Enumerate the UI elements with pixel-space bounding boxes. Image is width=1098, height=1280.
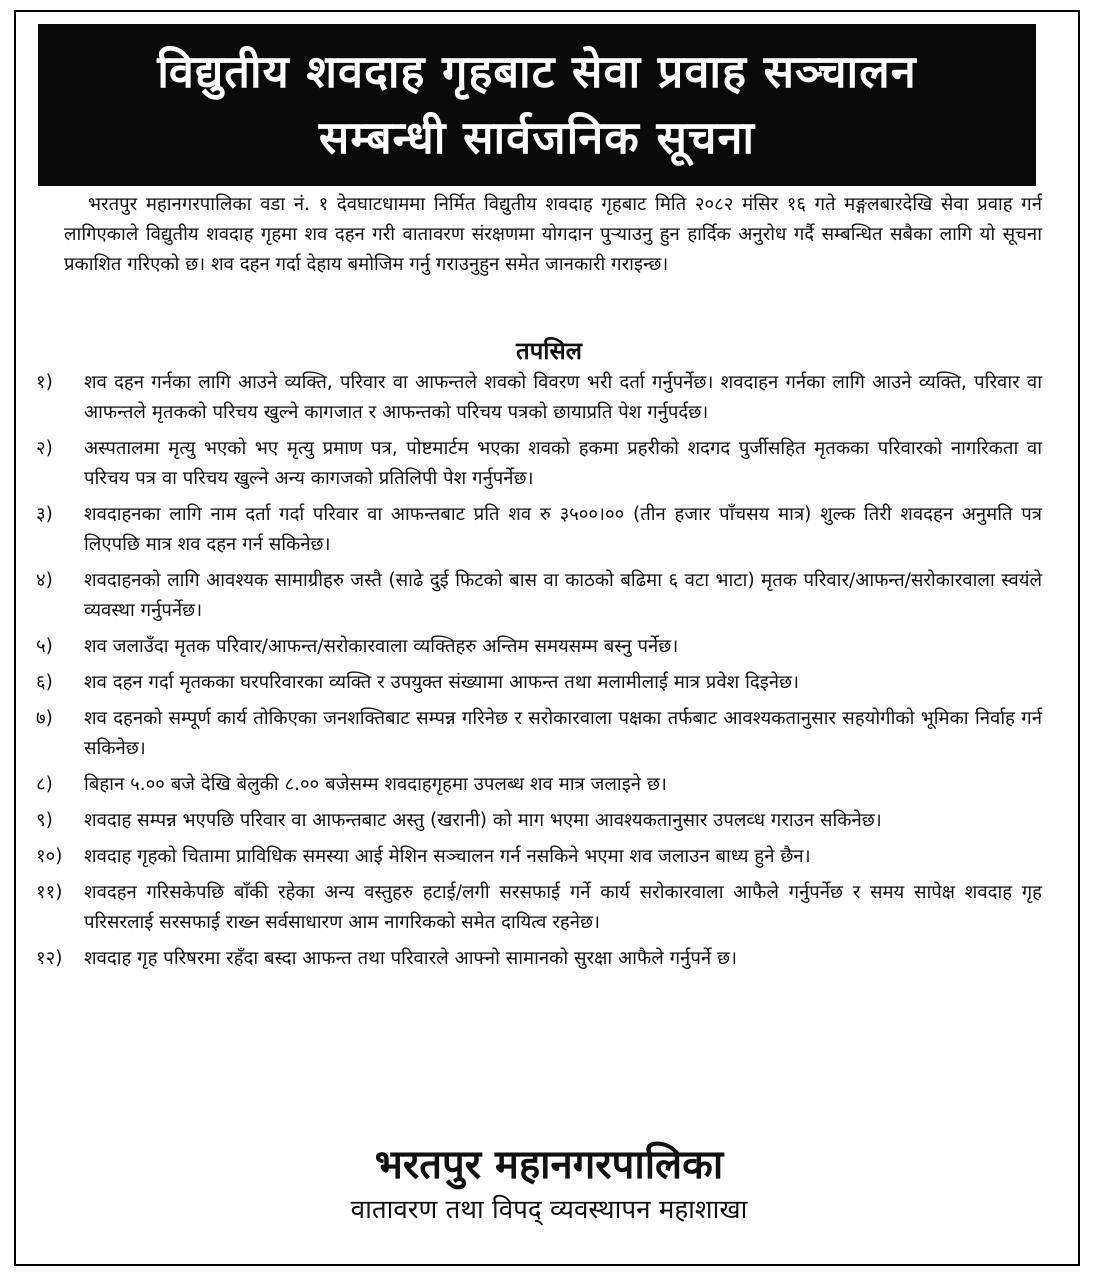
- title-line-2: सम्बन्धी सार्वजनिक सूचना: [318, 111, 756, 164]
- organization-name: भरतपुर महानगरपालिका: [374, 1142, 724, 1188]
- rule-number: ४): [36, 570, 53, 591]
- rule-text: शवदाह गृह परिषरमा रहँदा बस्दा आफन्त तथा परिवारले आफ्नो सामानको सुरक्षा आफैले गर्नुपर्ने छ।: [84, 948, 737, 969]
- rule-item: [36, 500, 1042, 560]
- rule-number: १०): [36, 846, 63, 867]
- rule-text: शव दहन गर्दा मृतकका घरपरिवारका व्यक्ति र उपयुक्त संख्यामा आफन्त तथा मलामीलाई मात्र प्रवेश दिइनेछ।: [84, 672, 800, 693]
- intro-paragraph: भरतपुर महानगरपालिका वडा नं. १ देवघाटधाममा निर्मित विद्युतीय शवदाह गृहबाट मिति २०८२ मंसिर १६ गते मङ्गलबारदेखि सेवा प्रवाह गर्न लागिएकाले विद्युतीय शवदाह गृहमा शव दहन गरी वातावरण संरक्षणमा योगदान पुऱ्याउनु हुन हार्दिक अनुरोध गर्दै सम्बन्धित सबैका लागि यो सूचना प्रकाशित गरिएको छ। शव दहन गर्दा देहाय बमोजिम गर्नु गराउनुहुन समेत जानकारी गराइन्छ।: [64, 194, 1042, 275]
- rule-number: १२): [36, 948, 63, 969]
- rule-item: [36, 842, 1042, 872]
- rule-number: ६): [36, 672, 53, 693]
- rule-number: १): [36, 372, 53, 393]
- rule-number: ११): [36, 882, 63, 903]
- department-name: वातावरण तथा विपद् व्यवस्थापन महाशाखा: [350, 1195, 748, 1225]
- rule-text: अस्पतालमा मृत्यु भएको भए मृत्यु प्रमाण पत्र, पोष्टमार्टम भएका शवको हकमा प्रहरीको शदगद पुर्जीसहित मृतकका परिवारको नागरिकता वा परिचय पत्र वा परिचय खुल्ने अन्य कागजको प्रतिलिपी पेश गर्नुपर्नेछ।: [84, 438, 1042, 489]
- rule-text: शवदहन गरिसकेपछि बाँकी रहेका अन्य वस्तुहरु हटाई/लगी सरसफाई गर्ने कार्य सरोकारवाला आफैले गर्नुपर्नेछ र समय सापेक्ष शवदाह गृह परिसरलाई सरसफाई राख्न सर्वसाधारण आम नागरिकको समेत दायित्व रहनेछ।: [84, 882, 1042, 933]
- notice-header: [38, 24, 1036, 186]
- rule-item: [36, 770, 1042, 800]
- rule-text: शव दहनको सम्पूर्ण कार्य तोकिएका जनशक्तिबाट सम्पन्न गरिनेछ र सरोकारवाला पक्षका तर्फबाट आवश्यकतानुसार सहयोगीको भूमिका निर्वाह गर्न सकिनेछ।: [84, 708, 1042, 759]
- rule-text: शव जलाउँदा मृतक परिवार/आफन्त/सरोकारवाला व्यक्तिहरु अन्तिम समयसम्म बस्नु पर्नेछ।: [84, 636, 679, 657]
- rule-item: [36, 944, 1042, 974]
- rule-item: [36, 566, 1042, 626]
- rule-number: २): [36, 438, 53, 459]
- rules-list: [36, 368, 1042, 980]
- rule-item: [36, 878, 1042, 938]
- rule-item: [36, 704, 1042, 764]
- rule-item: [36, 806, 1042, 836]
- rule-text: शवदाह सम्पन्न भएपछि परिवार वा आफन्तबाट अस्तु (खरानी) को माग भएमा आवश्यकतानुसार उपलव्ध गराउन सकिनेछ।: [84, 810, 882, 831]
- rule-item: [36, 668, 1042, 698]
- rule-text: शवदाहनको लागि आवश्यक सामाग्रीहरु जस्तै (साढे दुई फिटको बास वा काठको बढिमा ६ वटा भाटा) मृतक परिवार/आफन्त/सरोकारवाला स्वयंले व्यवस्था गर्नुपर्नेछ।: [84, 570, 1042, 621]
- rule-item: [36, 368, 1042, 428]
- rule-number: ३): [36, 504, 53, 525]
- rule-text: शव दहन गर्नका लागि आउने व्यक्ति, परिवार वा आफन्तले शवको विवरण भरी दर्ता गर्नुपर्नेछ। शवदाहन गर्नका लागि आउने व्यक्ति, परिवार वा आफन्तले मृतकको परिचय खुल्ने कागजात र आफन्तको परिचय पत्रको छायाप्रति पेश गर्नुपर्दछ।: [84, 372, 1042, 423]
- rule-item: [36, 434, 1042, 494]
- rule-text: शवदाहनका लागि नाम दर्ता गर्दा परिवार वा आफन्तबाट प्रति शव रु ३५००।०० (तीन हजार पाँचसय मात्र) शुल्क तिरी शवदहन अनुमति पत्र लिएपछि मात्र शव दहन गर्न सकिनेछ।: [84, 504, 1042, 555]
- rule-number: ८): [36, 774, 53, 795]
- rule-number: ७): [36, 708, 53, 729]
- rule-text: शवदाह गृहको चितामा प्राविधिक समस्या आई मेशिन सञ्चालन गर्न नसकिने भएमा शव जलाउन बाध्य हुने छैन।: [84, 846, 811, 867]
- rule-text: बिहान ५.०० बजे देखि बेलुकी ८.०० बजेसम्म शवदाहगृहमा उपलब्ध शव मात्र जलाइने छ।: [84, 774, 667, 795]
- rule-item: [36, 632, 1042, 662]
- rule-number: ९): [36, 810, 53, 831]
- rule-number: ५): [36, 636, 53, 657]
- tapasil-heading: तपसिल: [515, 337, 583, 365]
- title-line-1: विद्युतीय शवदाह गृहबाट सेवा प्रवाह सञ्चालन: [157, 45, 917, 98]
